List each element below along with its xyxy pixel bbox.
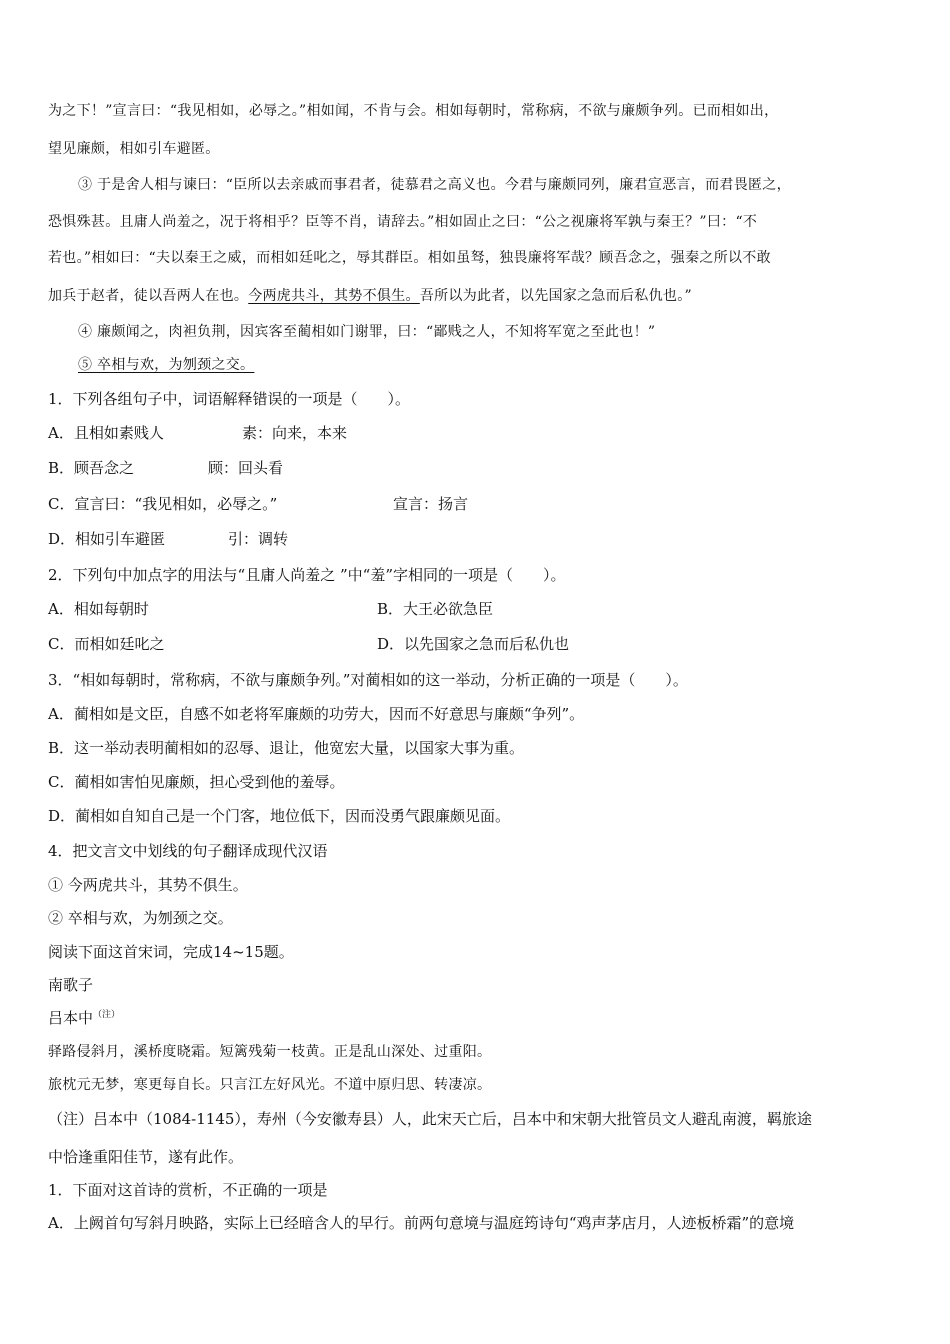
q1-option-b-explanation: 顾：回头看 [208, 459, 284, 477]
q1-option-b-sentence: B．顾吾念之 [48, 459, 135, 477]
q2-option-d: D．以先国家之急而后私仇也 [377, 635, 570, 653]
passage-p3-line4-a: 加兵于赵者，徒以吾两人在也。 [48, 288, 249, 304]
q1-option-d-sentence: D．相如引车避匿 [48, 530, 166, 548]
q2-stem: 2．下列句中加点字的用法与“且庸人尚羞之 ”中“羞”字相同的一项是（ ）。 [48, 566, 566, 584]
passage-p3-line1: ③ 于是舍人相与谏曰：“臣所以去亲戚而事君者，徒慕君之高义也。今君与廉颇同列，廉君宣恶言，而君畏匿之， [78, 177, 791, 193]
poem-q1-stem: 1．下面对这首诗的赏析，不正确的一项是 [48, 1181, 328, 1199]
poem-note-line2: 中恰逢重阳佳节，遂有此作。 [48, 1148, 244, 1166]
poem-q1-option-a: A．上阙首句写斜月映路，实际上已经暗含人的早行。前两句意境与温庭筠诗句“鸡声茅店月，人迹板桥霜”的意境 [48, 1214, 795, 1232]
passage-p4: ④ 廉颇闻之，肉袒负荆，因宾客至蔺相如门谢罪，曰：“鄙贱之人，不知将军宽之至此也！” [78, 324, 656, 340]
q2-option-b: B．大王必欲急臣 [377, 600, 494, 618]
poem-title: 南歌子 [48, 976, 94, 994]
q4-sentence-1: ① 今两虎共斗，其势不俱生。 [48, 876, 248, 894]
q2-row-ab [48, 599, 494, 619]
passage-p2-line2: 望见廉颇，相如引车避匿。 [48, 141, 220, 157]
poem-note-mark: （注） [93, 1010, 121, 1020]
poem-line-2: 旅枕元无梦，寒更每自长。只言江左好风光。不道中原归思、转凄凉。 [48, 1077, 492, 1093]
passage-p2-line1: 为之下！”宣言曰：“我见相如，必辱之。”相如闻，不肯与会。相如每朝时，常称病，不欲与廉颇争列。已而相如出， [48, 103, 779, 119]
poem-author-name: 吕本中 [48, 1009, 94, 1027]
q2-option-a: A．相如每朝时 [48, 600, 149, 618]
q1-option-a-sentence: A．且相如素贱人 [48, 424, 164, 442]
q1-option-a [48, 423, 348, 443]
q2-row-cd [48, 634, 570, 654]
q1-stem: 1．下列各组句子中，词语解释错误的一项是（ ）。 [48, 390, 411, 408]
underlined-sentence-1: 今两虎共斗，其势不俱生。 [248, 288, 420, 304]
q1-option-b [48, 458, 284, 478]
q1-option-d-explanation: 引：调转 [228, 530, 289, 548]
q1-option-c-sentence: C．宣言曰：“我见相如，必辱之。” [48, 495, 278, 513]
poem-line-1: 驿路侵斜月，溪桥度晓霜。短篱残菊一枝黄。正是乱山深处、过重阳。 [48, 1044, 492, 1060]
q1-option-d [48, 529, 289, 549]
q3-stem: 3．“相如每朝时，常称病，不欲与廉颇争列。”对蔺相如的这一举动，分析正确的一项是（ ）。 [48, 671, 688, 689]
passage-p3-line3: 若也。”相如曰：“夫以秦王之威，而相如廷叱之，辱其群臣。相如虽驽，独畏廉将军哉？顾吾念之，强秦之所以不敢 [48, 250, 771, 266]
passage-p3-line2: 恐惧殊甚。且庸人尚羞之，况于将相乎？臣等不肖，请辞去。”相如固止之曰：“公之视廉将军孰与秦王？”曰：“不 [48, 214, 758, 230]
q1-option-c [48, 494, 469, 514]
q3-option-c: C．蔺相如害怕见廉颇，担心受到他的羞辱。 [48, 773, 345, 791]
poem-note-line1: （注）吕本中（1084-1145），寿州（今安徽寿县）人，此宋天亡后，吕本中和宋朝大批管员文人避乱南渡，羁旅途 [48, 1110, 812, 1128]
q1-option-a-explanation: 素：向来，本来 [242, 424, 348, 442]
q3-option-d: D．蔺相如自知自己是一个门客，地位低下，因而没勇气跟廉颇见面。 [48, 807, 511, 825]
q3-option-b: B．这一举动表明蔺相如的忍辱、退让，他宽宏大量，以国家大事为重。 [48, 739, 525, 757]
q2-option-c: C．而相如廷叱之 [48, 635, 165, 653]
poem-author [48, 1008, 120, 1028]
q4-stem: 4．把文言文中划线的句子翻译成现代汉语 [48, 842, 328, 860]
underlined-sentence-2: ⑤ 卒相与欢，为刎颈之交。 [78, 357, 255, 373]
passage-p3-line4 [48, 286, 692, 306]
passage-p3-line4-b: 吾所以为此者，以先国家之急而后私仇也。” [419, 288, 692, 304]
q1-option-c-explanation: 宣言：扬言 [393, 495, 469, 513]
q3-option-a: A．蔺相如是文臣，自感不如老将军廉颇的功劳大，因而不好意思与廉颇“争列”。 [48, 705, 585, 723]
q4-sentence-2: ② 卒相与欢，为刎颈之交。 [48, 909, 233, 927]
poem-intro: 阅读下面这首宋词，完成14~15题。 [48, 943, 294, 961]
